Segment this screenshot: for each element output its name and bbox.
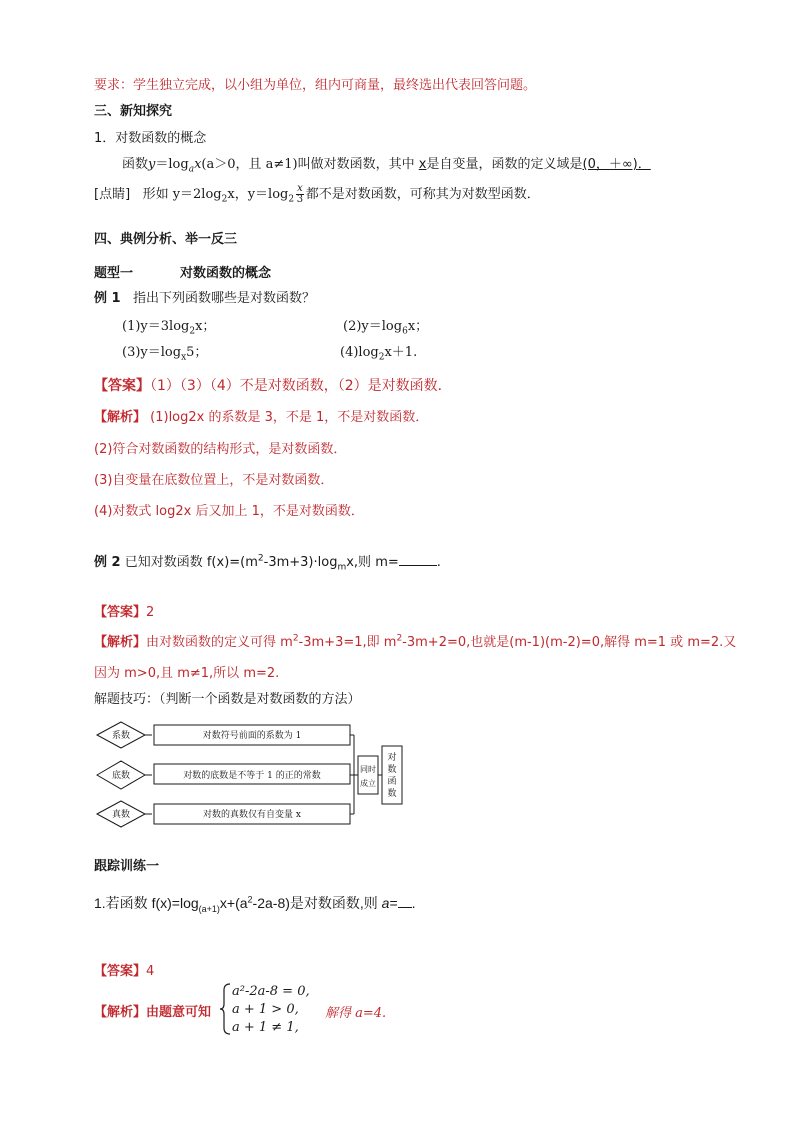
flow-rule-1: 对数符号前面的系数为 1 — [202, 731, 302, 741]
answer-blank — [399, 553, 437, 566]
solving-tips: 解题技巧：（判断一个函数是对数函数的方法） — [94, 692, 361, 707]
system-eq-1: a²-2a-8 = 0, — [232, 984, 310, 999]
section3-heading: 三、新知探究 — [94, 104, 173, 119]
ex1-item-1: $(1)y=3\log_2x$； — [122, 319, 216, 337]
answer-blank — [398, 895, 412, 908]
system-eq-3: a + 1 ≠ 1, — [232, 1020, 299, 1035]
practice-heading: 跟踪训练一 — [94, 859, 160, 874]
ex2-analysis-2: 因为 m>0,且 m≠1,所以 m=2. — [94, 666, 280, 681]
flow-result-char: 对 — [387, 753, 397, 763]
flow-result-char: 函 — [387, 777, 397, 787]
system-eq-2: a + 1 > 0, — [232, 1002, 299, 1017]
ex2-analysis-1: 【解析】由对数函数的定义可得 $m^2-3m+3=1$,即 $m^2-3m+2=0$,也就是(m-1)(m-2)=0,解得 m=1 或 m=2.又 — [94, 633, 737, 650]
type1-label: 题型一 — [94, 266, 134, 281]
system-solution: 解得 a=4. — [325, 1006, 387, 1021]
ex1-item-4: $(4)\log_2x+1$. — [340, 345, 418, 363]
ex1-answer: 【答案】（1）（3）（4）不是对数函数，（2）是对数函数． — [94, 378, 452, 394]
method-flowchart — [92, 714, 412, 834]
flow-mid-2: 成立 — [360, 779, 376, 788]
practice-answer: 【答案】4 — [94, 964, 155, 979]
practice-question-1: 1.若函数 $f(x)=\log_{(a+1)}x+(a^2-2a-8)$是对数函数,则 a= . — [94, 894, 416, 914]
requirement-text: 要求：学生独立完成，以小组为单位，组内可商量，最终选出代表回答问题。 — [94, 78, 537, 93]
type1-title: 对数函数的概念 — [180, 266, 272, 281]
flow-result-char: 数 — [387, 789, 397, 799]
flow-result-label — [387, 751, 396, 799]
note-line: [点睛] 形如 $y=2\log_2x$，$y=\log_2$ $\frac{x}{3}$ 都不是对数函数，可称其为对数型函数． — [94, 183, 540, 205]
ex1-analysis-1: 【解析】 (1)log2x 的系数是 3，不是 1，不是对数函数． — [94, 410, 429, 425]
flow-diamond-2-label: 底数 — [111, 771, 131, 781]
flow-rule-3: 对数的真数仅有自变量 x — [203, 810, 301, 820]
domain-answer: (0，＋∞) — [582, 157, 638, 172]
note-label: [点睛] — [94, 187, 131, 202]
ex1-analysis-4: (4)对数式 log2x 后又加上 1，不是对数函数． — [94, 504, 364, 519]
ex2-answer: 【答案】2 — [94, 605, 155, 620]
example1-question: 例 1 指出下列函数哪些是对数函数？ — [94, 291, 315, 306]
ex1-analysis-2: (2)符合对数函数的结构形式，是对数函数． — [94, 442, 347, 457]
flow-diamond-3-label: 真数 — [111, 810, 131, 820]
flow-rule-2: 对数的底数是不等于 1 的正的常数 — [183, 771, 321, 781]
flow-result-char: 数 — [387, 765, 397, 775]
section4-heading: 四、典例分析、举一反三 — [94, 232, 238, 247]
ex1-item-3: $(3)y=\log_x5$； — [122, 345, 208, 363]
ex1-item-2: $(2)y=\log_6x$； — [343, 319, 429, 337]
concept-title: 1．对数函数的概念 — [94, 131, 207, 146]
flow-diamond-1-label: 系数 — [111, 731, 131, 741]
system-brace — [218, 982, 232, 1036]
definition-line: 函数$y=\log_ax(a>0$，且 a≠1)叫做对数函数，其中 x是自变量，函数的定义域是(0，＋∞)． — [122, 157, 651, 175]
ex1-analysis-3: (3)自变量在底数位置上，不是对数函数． — [94, 473, 334, 488]
flow-mid-1: 同时 — [360, 765, 376, 774]
fraction: $\frac{x}{3}$ — [296, 183, 304, 205]
practice-analysis: 【解析】由题意可知 — [94, 1005, 212, 1020]
example2-question: 例 2 已知对数函数 $f(x)=(m^2-3m+3)\cdot\log_mx$,则 m= . — [94, 553, 441, 573]
